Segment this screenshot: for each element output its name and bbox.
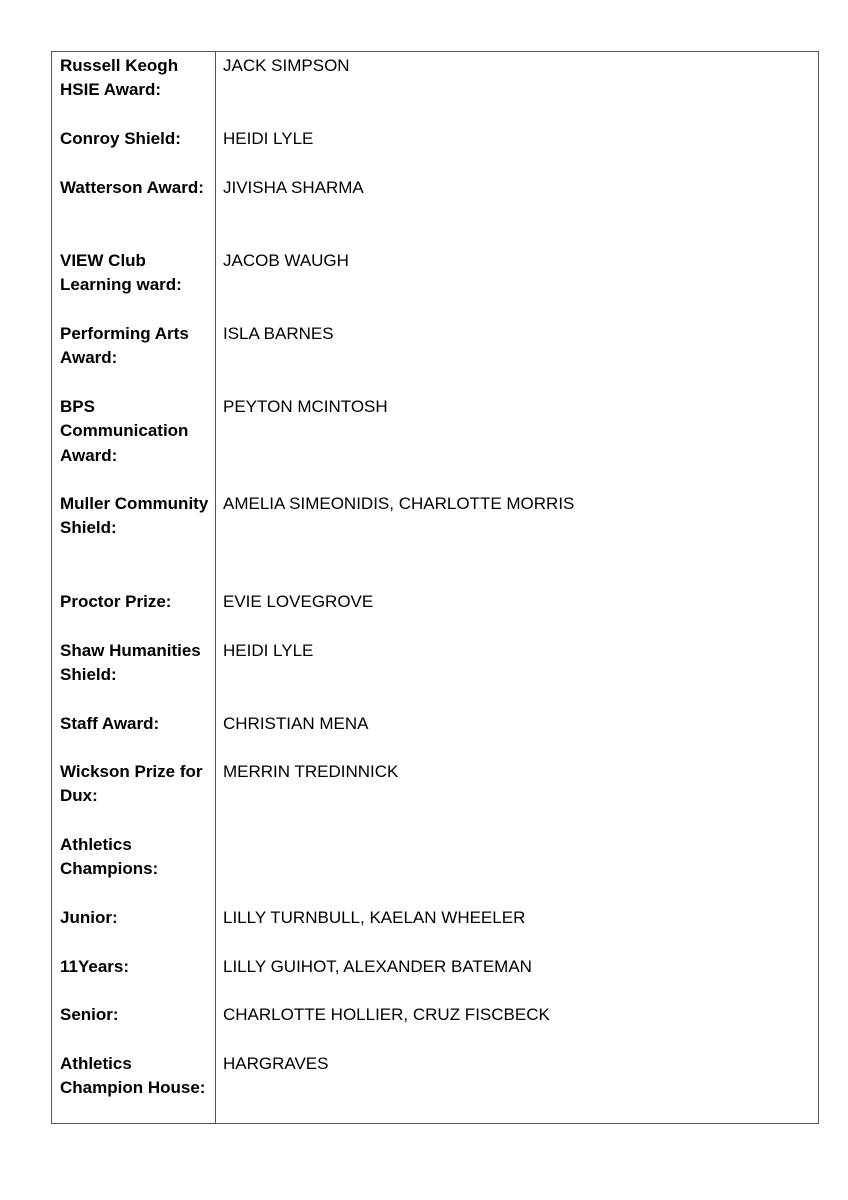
column-divider [215, 52, 216, 1123]
award-label: Watterson Award: [60, 178, 204, 197]
award-recipient: CHRISTIAN MENA [223, 714, 369, 733]
award-label: Athletics Champion House: [60, 1054, 206, 1098]
award-label: Russell Keogh HSIE Award: [60, 56, 179, 100]
award-recipient: HEIDI LYLE [223, 129, 314, 148]
award-recipient: JIVISHA SHARMA [223, 178, 364, 197]
award-label: 11Years: [60, 957, 130, 976]
award-recipient: AMELIA SIMEONIDIS, CHARLOTTE MORRIS [223, 494, 575, 513]
award-recipient: HARGRAVES [223, 1054, 329, 1073]
award-recipient: LILLY TURNBULL, KAELAN WHEELER [223, 908, 526, 927]
award-label: Proctor Prize: [60, 592, 172, 611]
awards-table [51, 51, 819, 1124]
award-recipient: JACK SIMPSON [223, 56, 350, 75]
award-label: Senior: [60, 1005, 119, 1024]
award-recipient: JACOB WAUGH [223, 251, 349, 270]
award-label: Junior: [60, 908, 118, 927]
award-recipient: HEIDI LYLE [223, 641, 314, 660]
award-label: Wickson Prize for Dux: [60, 762, 203, 806]
award-recipient: ISLA BARNES [223, 324, 334, 343]
award-recipient: CHARLOTTE HOLLIER, CRUZ FISCBECK [223, 1005, 550, 1024]
award-label: Shaw Humanities Shield: [60, 641, 201, 685]
award-label: Athletics Champions: [60, 835, 159, 879]
award-label: Conroy Shield: [60, 129, 181, 148]
award-recipient: LILLY GUIHOT, ALEXANDER BATEMAN [223, 957, 532, 976]
award-label: Performing Arts Award: [60, 324, 189, 368]
award-label: Muller Community Shield: [60, 494, 209, 538]
award-recipient: MERRIN TREDINNICK [223, 762, 399, 781]
award-recipient: PEYTON MCINTOSH [223, 397, 388, 416]
award-recipient: EVIE LOVEGROVE [223, 592, 374, 611]
award-label: Staff Award: [60, 714, 160, 733]
award-label: VIEW Club Learning ward: [60, 251, 182, 295]
award-label: BPS Communication Award: [60, 397, 189, 465]
